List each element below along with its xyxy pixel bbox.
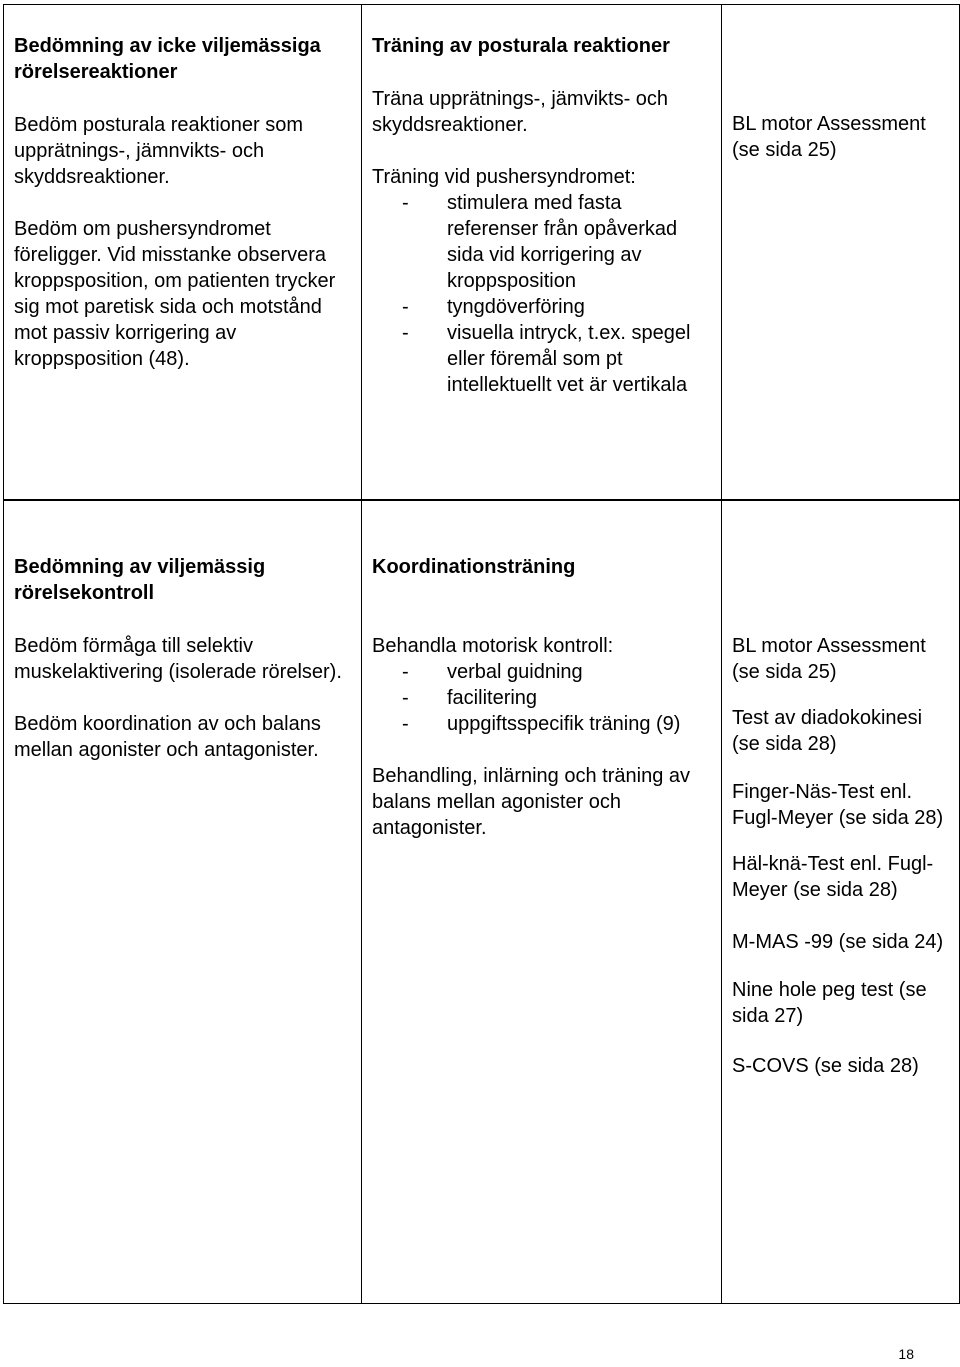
cell-paragraph: BL motor Assessment (se sida 25) [732,113,926,161]
test-item: Test av diadokokinesi (se sida 28) [732,707,923,755]
cell-paragraph: Bedöm om pushersyndromet föreligger. Vid misstanke observera kroppsposition, om patienten trycker sig mot paretisk sida och motstånd mot passiv korrigering av kroppsposition (48). [14,218,336,370]
cell-nonvoluntary-assessment [4,5,362,500]
training-list [372,190,711,398]
list-item: - visuella intryck, t.ex. spegel eller föremål som pt intellektuellt vet är vertikala [447,320,711,398]
cell-paragraph: Behandla motorisk kontroll: [372,635,614,657]
test-item: BL motor Assessment (se sida 25) [732,635,926,683]
test-item: Finger-Näs-Test enl. Fugl-Meyer (se sida 28) [732,781,944,829]
cell-heading: Koordinationsträning [372,556,576,578]
test-item: Nine hole peg test (se sida 27) [732,979,927,1027]
cell-heading: Bedömning av viljemässig rörelsekontroll [14,556,266,604]
cell-instruments [722,5,960,500]
cell-test-list [722,501,960,1304]
cell-paragraph: Bedöm förmåga till selektiv muskelaktivering (isolerade rörelser). [14,635,342,683]
test-item: Häl-knä-Test enl. Fugl-Meyer (se sida 28) [732,853,934,901]
cell-paragraph: Träning vid pushersyndromet: [372,166,636,188]
test-item: M-MAS -99 (se sida 24) [732,931,944,953]
cell-voluntary-assessment [4,501,362,1304]
cell-heading: Träning av posturala reaktioner [372,35,670,57]
assessment-table-row-2 [3,500,960,1304]
cell-paragraph: Behandling, inlärning och träning av balans mellan agonister och antagonister. [372,765,690,839]
page-number: 18 [898,1346,914,1362]
cell-coordination-training [362,501,722,1304]
list-item: - facilitering [447,685,711,711]
list-item: - stimulera med fasta referenser från opåverkad sida vid korrigering av kroppsposition [447,190,711,294]
cell-postural-training [362,5,722,500]
list-item: - verbal guidning [447,659,711,685]
cell-paragraph: Bedöm koordination av och balans mellan agonister och antagonister. [14,713,321,761]
cell-paragraph: Träna upprätnings-, jämvikts- och skyddsreaktioner. [372,88,669,136]
assessment-table-row-1 [3,4,960,500]
list-item: - uppgiftsspecifik träning (9) [447,711,711,737]
test-item: S-COVS (se sida 28) [732,1055,919,1077]
cell-heading: Bedömning av icke viljemässiga rörelsereaktioner [14,35,321,83]
treatment-list [372,659,711,737]
cell-paragraph: Bedöm posturala reaktioner som upprätnings-, jämnvikts- och skyddsreaktioner. [14,114,304,188]
list-item: - tyngdöverföring [447,294,711,320]
